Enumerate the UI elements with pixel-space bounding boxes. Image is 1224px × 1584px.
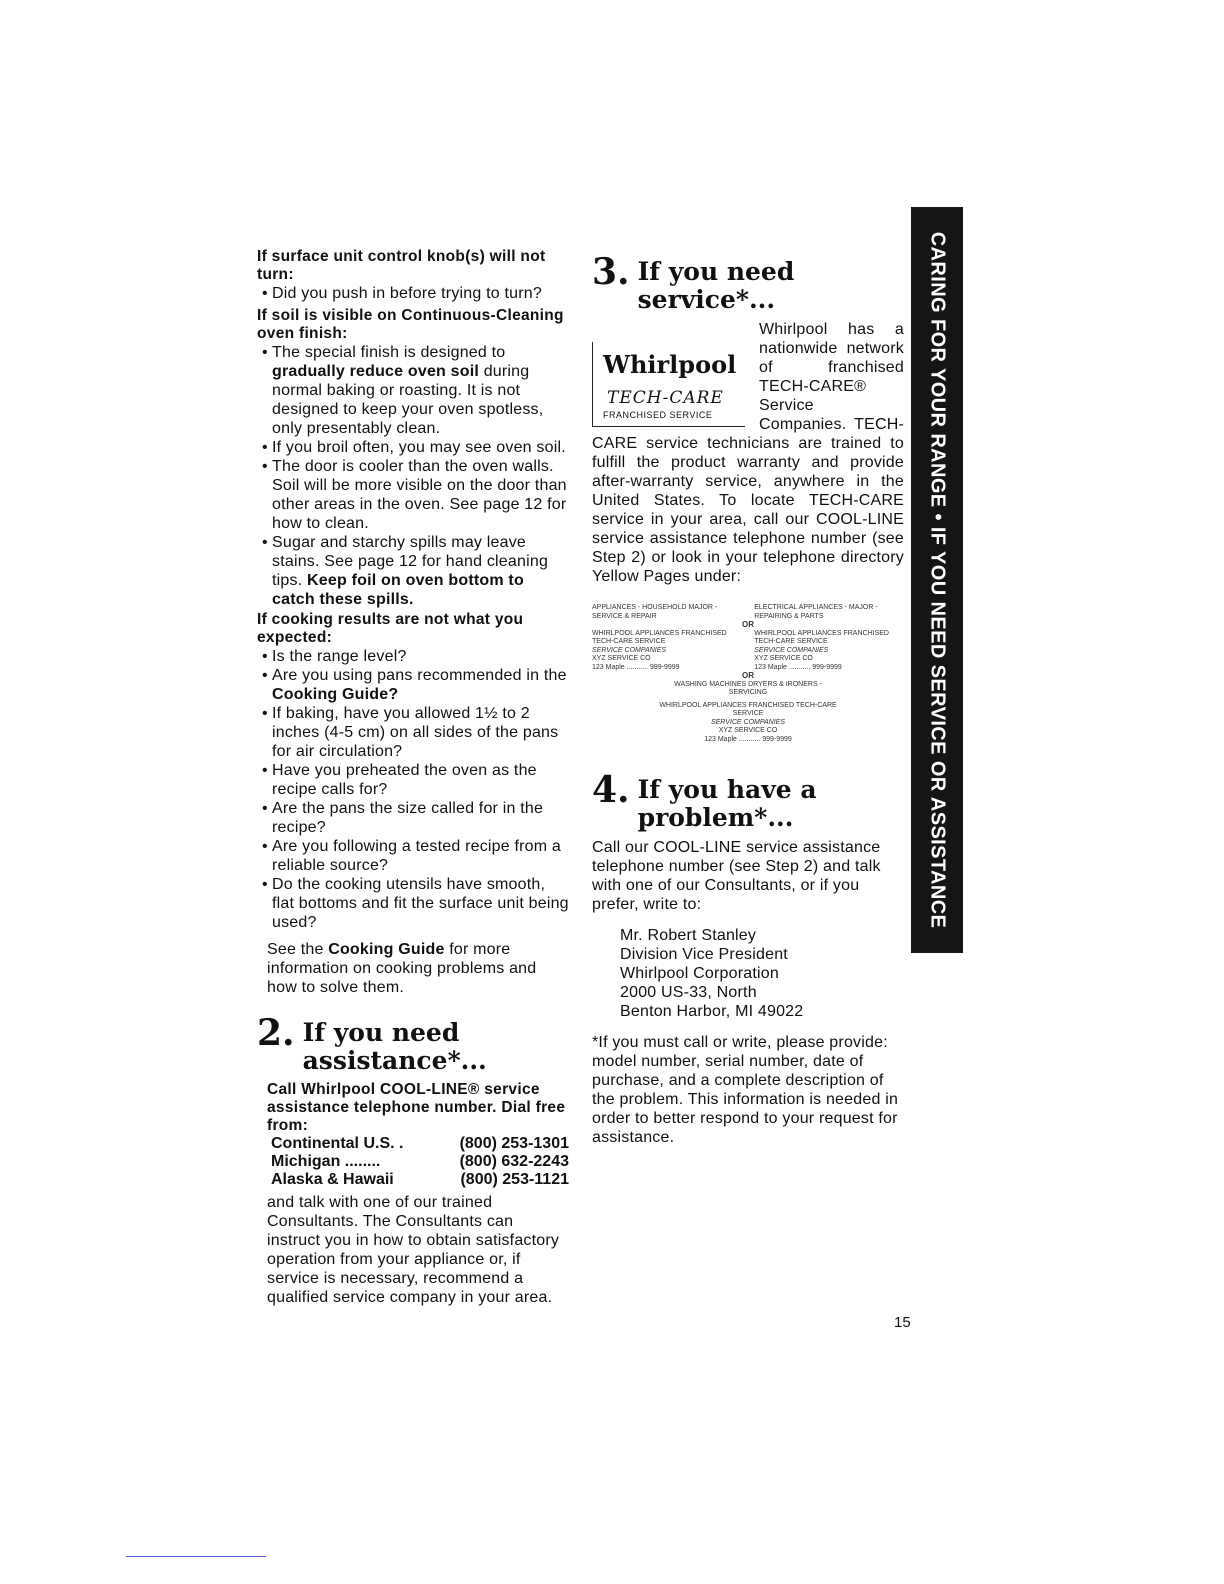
step3-body: Whirlpool has a nationwide network of franchised TECH-CARE® Service Companies. TECH-CARE service technicians are trained to fulfill the product warranty and provide after-warranty service, anywhere in the United States. To locate TECH-CARE service in your area, call our COOL-LINE service assistance telephone number (see Step 2) or look in your telephone directory Yellow Pages under:: [592, 321, 904, 585]
step2-number: 2.: [257, 1012, 295, 1054]
step2-title: If you need assistance*...: [302, 1018, 487, 1075]
step3-number: 3.: [592, 251, 630, 293]
phone-row: Continental U.S. . (800) 253-1301: [271, 1135, 569, 1152]
page-number: 15: [894, 1314, 911, 1331]
list-item: • Is the range level?: [257, 647, 569, 666]
results-heading: If cooking results are not what you expected:: [257, 611, 524, 646]
list-item: • Are you following a tested recipe from a reliable source?: [257, 837, 569, 875]
see-guide-text: See the Cooking Guide for more information on cooking problems and how to solve them.: [267, 941, 537, 996]
step2-body: and talk with one of our trained Consultants. The Consultants can instruct you in how to obtain satisfactory operation from your appliance or, if service is necessary, recommend a qualified service company in your area.: [267, 1194, 560, 1306]
mailing-address: Mr. Robert Stanley Division Vice President Whirlpool Corporation 2000 US-33, North Benton Harbor, MI 49022: [620, 927, 804, 1020]
list-item: • Did you push in before trying to turn?: [257, 284, 569, 303]
call-cool-line-text: Call Whirlpool COOL-LINE® service assistance telephone number. Dial free from:: [267, 1081, 566, 1134]
step3-heading: [592, 252, 904, 314]
section-side-tab: [911, 207, 963, 953]
knob-bullets: [257, 284, 569, 303]
phone-row: Michigan ........ (800) 632-2243: [271, 1153, 569, 1170]
soil-heading: If soil is visible on Continuous-Cleaning oven finish:: [257, 307, 564, 342]
yellow-pages-listing: APPLIANCES - HOUSEHOLD MAJOR - SERVICE & REPAIR ELECTRICAL APPLIANCES - MAJOR - REPAIRING & PARTS OR WHIRLPOOL APPLIANCES FRANCHISED TECH-CARE SERVICE WHIRLPOOL APPLIANCES FRANCHISED TECH-CARE SERVICE SERVICE COMPANIES SERVICE COMPANIES XYZ SERVICE CO XYZ SERVICE CO 123 Maple ........... 999-9999 123 Maple ........... 999-9999 OR WASHING MACHINES DRYERS & IRONERS - SERVICING WHIRLPOOL APPLIANCES FRANCHISED TECH-CARE SERVICE SERVICE COMPANIES XYZ SERVICE CO 123 Maple ........... 999-9999: [592, 604, 889, 743]
soil-bullets: [257, 343, 569, 609]
list-item: • Sugar and starchy spills may leave stains. See page 12 for hand cleaning tips. Keep foil on oven bottom to catch these spills.: [257, 533, 569, 609]
side-tab-label: CARING FOR YOUR RANGE • IF YOU NEED SERVICE OR ASSISTANCE: [926, 231, 949, 929]
whirlpool-tech-care-logo: Whirlpool TECH-CARE FRANCHISED SERVICE: [592, 342, 745, 427]
results-bullets: [257, 647, 569, 932]
step4-title: If you have a problem*...: [637, 775, 817, 832]
knob-heading: If surface unit control knob(s) will not turn:: [257, 248, 546, 283]
phone-list: [257, 1135, 569, 1189]
step4-number: 4.: [592, 769, 630, 811]
left-column: [257, 248, 569, 1307]
list-item: • The door is cooler than the oven walls. Soil will be more visible on the door than other areas in the oven. See page 12 for how to clean.: [257, 457, 569, 533]
list-item: • Have you preheated the oven as the recipe calls for?: [257, 761, 569, 799]
footnote: *If you must call or write, please provide: model number, serial number, date of purchase, and a complete description of the problem. This information is needed in order to better respond to your request for assistance.: [592, 1034, 899, 1146]
step2-heading: [257, 1013, 569, 1075]
list-item: • Are you using pans recommended in the Cooking Guide?: [257, 666, 569, 704]
list-item: • If baking, have you allowed 1½ to 2 inches (4-5 cm) on all sides of the pans for air circulation?: [257, 704, 569, 761]
right-column: [592, 252, 904, 1147]
list-item: • Do the cooking utensils have smooth, flat bottoms and fit the surface unit being used?: [257, 875, 569, 932]
step4-heading: [592, 770, 904, 832]
phone-row: Alaska & Hawaii (800) 253-1121: [271, 1171, 569, 1188]
list-item: • If you broil often, you may see oven soil.: [257, 438, 569, 457]
step3-title: If you need service*...: [637, 257, 795, 314]
step4-body: Call our COOL-LINE service assistance telephone number (see Step 2) and talk with one of our Consultants, or if you prefer, write to:: [592, 839, 881, 913]
list-item: • Are the pans the size called for in the recipe?: [257, 799, 569, 837]
footer-rule: [126, 1556, 266, 1557]
list-item: • The special finish is designed to gradually reduce oven soil during normal baking or roasting. It is not designed to keep your oven spotless, only presentably clean.: [257, 343, 569, 438]
